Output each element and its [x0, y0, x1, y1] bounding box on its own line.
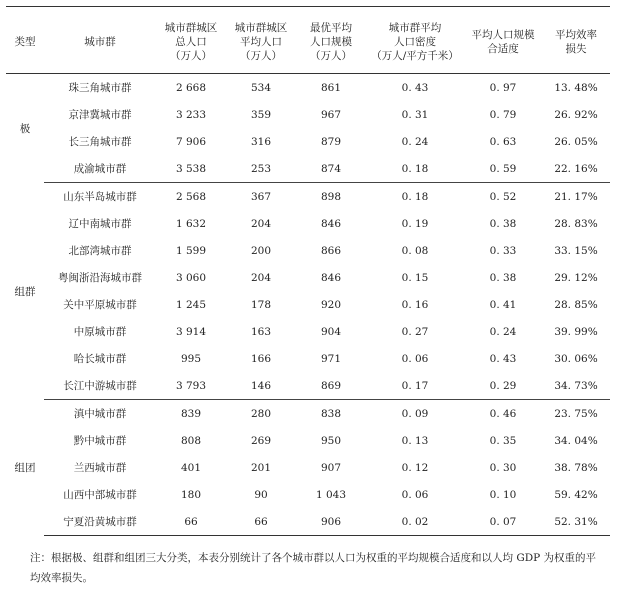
- total-pop-cell: 2 668: [175, 81, 207, 94]
- fitness-cell: 0. 07: [464, 508, 542, 536]
- optimal-pop-cell: 907: [320, 461, 342, 474]
- optimal-pop-cell: 904: [320, 325, 342, 338]
- header-avg-pop: 城市群城区 平均人口 （万人）: [226, 7, 296, 74]
- optimal-pop-cell: 879: [320, 135, 342, 148]
- density-cell: 0. 12: [401, 461, 429, 474]
- fitness-cell: 0. 79: [489, 108, 517, 121]
- table-row: [6, 155, 610, 183]
- avg-pop-cell: 316: [250, 135, 272, 148]
- fitness-cell: 0. 46: [489, 407, 517, 420]
- fitness-cell: 0. 24: [489, 325, 517, 338]
- avg-pop-cell: 201: [250, 461, 272, 474]
- loss-cell: 34. 04%: [554, 434, 598, 447]
- optimal-pop-cell: 1 043: [315, 488, 347, 501]
- table-row: [6, 183, 610, 211]
- avg-pop-cell: 534: [250, 81, 272, 94]
- loss-cell: 33. 15%: [554, 244, 598, 257]
- density-cell: 0. 16: [401, 298, 429, 311]
- city-cell: 成渝城市群: [44, 155, 156, 183]
- density-cell: 0. 02: [366, 508, 464, 536]
- total-pop-cell: 995: [180, 352, 202, 365]
- loss-cell: 34. 73%: [542, 372, 610, 400]
- type-cell: 组群: [14, 285, 36, 298]
- avg-pop-cell: 90: [254, 488, 268, 501]
- loss-cell: 26. 92%: [554, 108, 598, 121]
- density-cell: 0. 18: [401, 190, 429, 203]
- table-row: [6, 481, 610, 508]
- city-cell: 辽中南城市群: [68, 218, 132, 230]
- type-cell: 组团: [14, 462, 36, 474]
- city-cell: 山东半岛城市群: [63, 191, 137, 203]
- header-total-pop: 城市群城区 总人口 （万人）: [156, 7, 226, 74]
- fitness-cell: 0. 97: [489, 81, 517, 94]
- avg-pop-cell: 166: [250, 352, 272, 365]
- fitness-cell: 0. 33: [489, 244, 517, 257]
- avg-pop-cell: 146: [226, 372, 296, 400]
- avg-pop-cell: 204: [250, 271, 272, 284]
- total-pop-cell: 1 245: [175, 298, 207, 311]
- avg-pop-cell: 367: [250, 190, 272, 203]
- avg-pop-cell: 359: [250, 108, 272, 121]
- table-row: [6, 345, 610, 372]
- header-city: 城市群: [44, 7, 156, 74]
- city-cell: 兰西城市群: [73, 462, 127, 474]
- loss-cell: 29. 12%: [554, 271, 598, 284]
- density-cell: 0. 13: [401, 434, 429, 447]
- density-cell: 0. 31: [401, 108, 429, 121]
- optimal-pop-cell: 906: [296, 508, 366, 536]
- loss-cell: 28. 83%: [554, 217, 598, 230]
- total-pop-cell: 839: [180, 407, 202, 420]
- loss-cell: 28. 85%: [554, 298, 598, 311]
- optimal-pop-cell: 838: [320, 407, 342, 420]
- avg-pop-cell: 204: [250, 217, 272, 230]
- table-row: [6, 101, 610, 128]
- fitness-cell: 0. 52: [489, 190, 517, 203]
- table-row: [6, 237, 610, 264]
- optimal-pop-cell: 874: [296, 155, 366, 183]
- city-cell: 长三角城市群: [68, 136, 132, 148]
- optimal-pop-cell: 846: [320, 271, 342, 284]
- fitness-cell: 0. 30: [489, 461, 517, 474]
- city-cell: 山西中部城市群: [63, 489, 137, 501]
- table-row: [6, 372, 610, 400]
- fitness-cell: 0. 59: [464, 155, 542, 183]
- total-pop-cell: 3 538: [156, 155, 226, 183]
- optimal-pop-cell: 898: [320, 190, 342, 203]
- table-row: [6, 318, 610, 345]
- loss-cell: 21. 17%: [554, 190, 598, 203]
- city-cell: 京津冀城市群: [68, 109, 132, 121]
- fitness-cell: 0. 63: [489, 135, 517, 148]
- city-cell: 宁夏沿黄城市群: [44, 508, 156, 536]
- fitness-cell: 0. 29: [464, 372, 542, 400]
- table-row: [6, 427, 610, 454]
- density-cell: 0. 18: [366, 155, 464, 183]
- optimal-pop-cell: 869: [296, 372, 366, 400]
- city-cell: 长江中游城市群: [44, 372, 156, 400]
- optimal-pop-cell: 920: [320, 298, 342, 311]
- total-pop-cell: 1 632: [175, 217, 207, 230]
- city-cell: 北部湾城市群: [68, 245, 132, 257]
- optimal-pop-cell: 861: [320, 81, 342, 94]
- table-row: [6, 264, 610, 291]
- city-cell: 珠三角城市群: [68, 82, 132, 94]
- total-pop-cell: 3 793: [156, 372, 226, 400]
- optimal-pop-cell: 866: [320, 244, 342, 257]
- table-row: [6, 74, 610, 102]
- city-cell: 粤闽浙沿海城市群: [58, 272, 142, 284]
- total-pop-cell: 180: [180, 488, 202, 501]
- header-type: 类型: [6, 7, 44, 74]
- table-row: [6, 128, 610, 155]
- city-cell: 关中平原城市群: [63, 299, 137, 311]
- density-cell: 0. 24: [401, 135, 429, 148]
- density-cell: 0. 27: [401, 325, 429, 338]
- total-pop-cell: 3 060: [175, 271, 207, 284]
- city-cell: 哈长城市群: [73, 353, 127, 365]
- density-cell: 0. 06: [401, 488, 429, 501]
- header-loss: 平均效率 损失: [542, 7, 610, 74]
- total-pop-cell: 2 568: [175, 190, 207, 203]
- group-zutuan: [6, 400, 610, 536]
- loss-cell: 23. 75%: [554, 407, 598, 420]
- table-row: [6, 400, 610, 428]
- city-cell: 滇中城市群: [73, 408, 127, 420]
- density-cell: 0. 43: [401, 81, 429, 94]
- loss-cell: 30. 06%: [554, 352, 598, 365]
- loss-cell: 59. 42%: [554, 488, 598, 501]
- city-cell: 中原城市群: [73, 326, 127, 338]
- density-cell: 0. 06: [401, 352, 429, 365]
- table-container: [6, 6, 610, 536]
- table-row: [6, 454, 610, 481]
- loss-cell: 52. 31%: [542, 508, 610, 536]
- fitness-cell: 0. 43: [489, 352, 517, 365]
- loss-cell: 39. 99%: [554, 325, 598, 338]
- header-fitness: 平均人口规模 合适度: [464, 7, 542, 74]
- group-zuqun: [6, 183, 610, 400]
- density-cell: 0. 08: [401, 244, 429, 257]
- table-row: [6, 291, 610, 318]
- city-cluster-table: [6, 6, 610, 536]
- optimal-pop-cell: 846: [320, 217, 342, 230]
- table-header: [6, 7, 610, 74]
- optimal-pop-cell: 971: [320, 352, 342, 365]
- loss-cell: 38. 78%: [554, 461, 598, 474]
- optimal-pop-cell: 950: [320, 434, 342, 447]
- table-row: [6, 508, 610, 536]
- header-density: 城市群平均 人口密度 （万人/平方千米）: [366, 7, 464, 74]
- avg-pop-cell: 253: [226, 155, 296, 183]
- avg-pop-cell: 280: [250, 407, 272, 420]
- table-note: 注：根据极、组群和组团三大分类，本表分别统计了各个城市群以人口为权重的平均规模合适度和以人均 GDP 为权重的平均效率损失。: [30, 552, 597, 584]
- fitness-cell: 0. 38: [489, 271, 517, 284]
- total-pop-cell: 401: [180, 461, 202, 474]
- optimal-pop-cell: 967: [320, 108, 342, 121]
- total-pop-cell: 3 233: [175, 108, 207, 121]
- city-cell: 黔中城市群: [73, 435, 127, 447]
- total-pop-cell: 66: [156, 508, 226, 536]
- avg-pop-cell: 66: [226, 508, 296, 536]
- total-pop-cell: 7 906: [175, 135, 207, 148]
- loss-cell: 13. 48%: [554, 81, 598, 94]
- header-optimal: 最优平均 人口规模 （万人）: [296, 7, 366, 74]
- fitness-cell: 0. 35: [489, 434, 517, 447]
- avg-pop-cell: 269: [250, 434, 272, 447]
- type-cell: 极: [19, 122, 31, 135]
- avg-pop-cell: 163: [250, 325, 272, 338]
- avg-pop-cell: 200: [250, 244, 272, 257]
- loss-cell: 22. 16%: [542, 155, 610, 183]
- total-pop-cell: 808: [180, 434, 202, 447]
- density-cell: 0. 19: [401, 217, 429, 230]
- total-pop-cell: 1 599: [175, 244, 207, 257]
- density-cell: 0. 15: [401, 271, 429, 284]
- fitness-cell: 0. 38: [489, 217, 517, 230]
- total-pop-cell: 3 914: [175, 325, 207, 338]
- density-cell: 0. 17: [366, 372, 464, 400]
- loss-cell: 26. 05%: [554, 135, 598, 148]
- density-cell: 0. 09: [401, 407, 429, 420]
- fitness-cell: 0. 10: [489, 488, 517, 501]
- table-row: [6, 210, 610, 237]
- fitness-cell: 0. 41: [489, 298, 517, 311]
- avg-pop-cell: 178: [250, 298, 272, 311]
- group-ji: [6, 74, 610, 183]
